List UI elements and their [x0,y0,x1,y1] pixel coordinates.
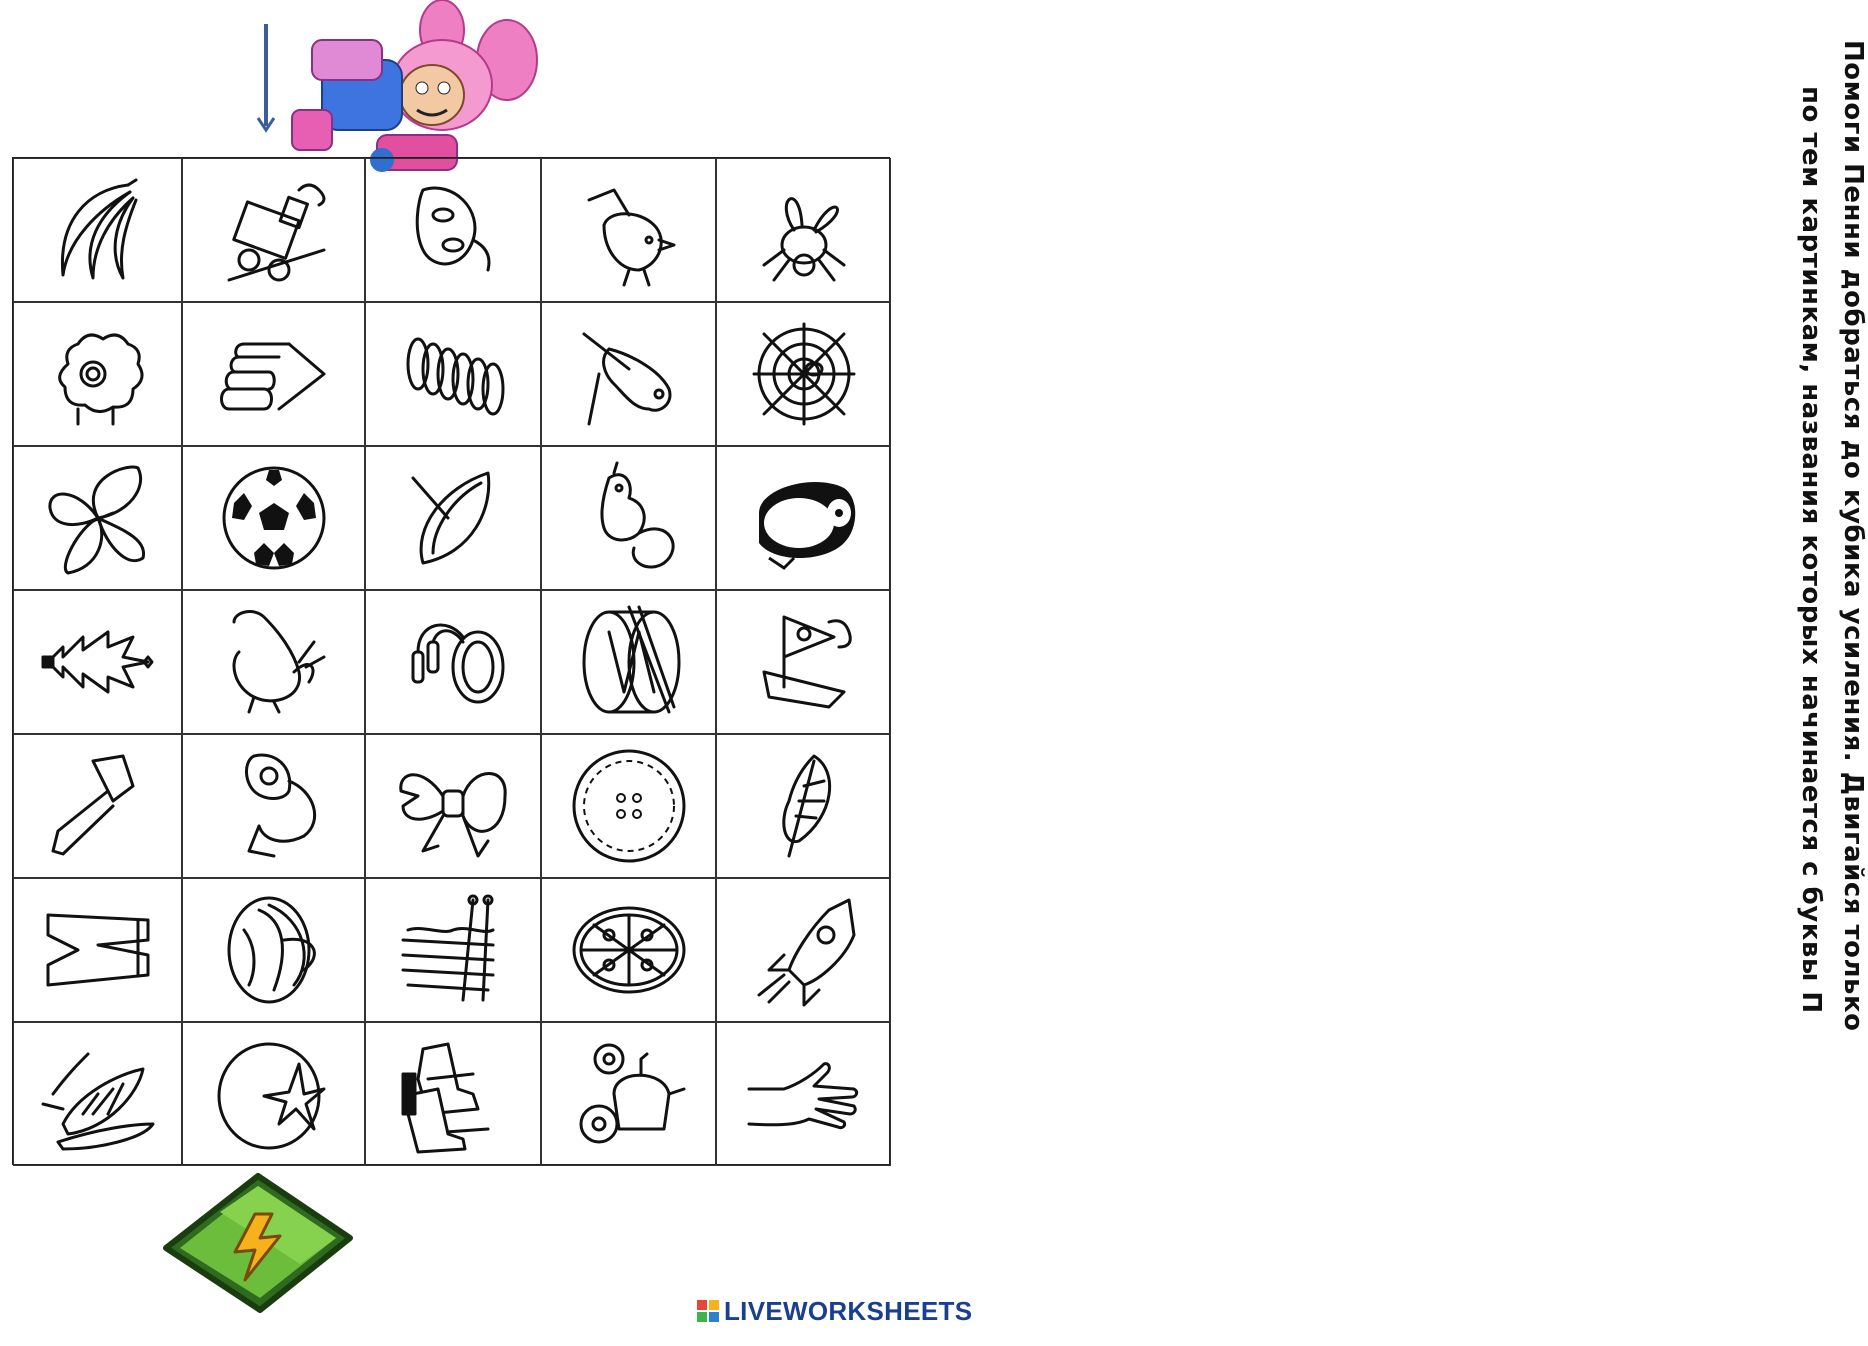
pants-picture[interactable] [13,878,182,1022]
corn-icon [38,1034,158,1154]
squirrel-picture[interactable] [541,446,716,590]
button-picture[interactable] [541,734,716,878]
vacuum-cleaner-icon [214,746,334,866]
pirate-ship-icon [744,602,864,722]
pyramid-toy-icon [214,314,334,434]
brand-text: LIVEWORKSHEETS [724,1295,973,1326]
penguin-icon [744,458,864,578]
instructions [890,0,1868,1290]
jump-rope-icon [393,602,513,722]
skates-icon [393,1034,513,1154]
feather-icon [744,746,864,866]
rabbit-picture[interactable] [182,590,365,734]
tomato-icon [214,1034,334,1154]
picture-grid [12,157,890,1165]
butterfly-icon [38,458,158,578]
rabbit-icon [214,602,334,722]
banana-icon [38,170,158,290]
fly-icon [744,170,864,290]
axe-icon [38,746,158,866]
mask-picture[interactable] [365,158,541,302]
rocket-icon [744,890,864,1010]
pizza-picture[interactable] [541,878,716,1022]
sheep-picture[interactable] [13,302,182,446]
jump-rope-picture[interactable] [365,590,541,734]
butterfly-picture[interactable] [13,446,182,590]
boat-picture[interactable] [365,446,541,590]
train-picture[interactable] [182,158,365,302]
corn-picture[interactable] [13,1022,182,1166]
rocket-picture[interactable] [716,878,891,1022]
bird-picture[interactable] [541,158,716,302]
pants-icon [38,890,158,1010]
parrot-icon [569,314,689,434]
liveworksheets-badge-icon [696,1299,720,1323]
knitting-icon [393,890,513,1010]
power-cube-icon[interactable] [160,1172,356,1314]
carriage-picture[interactable] [541,1022,716,1166]
knitting-picture[interactable] [365,878,541,1022]
carriage-icon [569,1034,689,1154]
bow-picture[interactable] [365,734,541,878]
pizza-icon [569,890,689,1010]
down-arrow-icon [255,22,277,134]
fir-tree-icon [38,602,158,722]
spring-picture[interactable] [365,302,541,446]
palm-picture[interactable] [716,1022,891,1166]
drum-icon [569,602,689,722]
spider-web-icon [744,314,864,434]
squirrel-icon [569,458,689,578]
ball-picture[interactable] [182,446,365,590]
banana-picture[interactable] [13,158,182,302]
skates-picture[interactable] [365,1022,541,1166]
cabbage-picture[interactable] [182,878,365,1022]
soccer-ball-icon [214,458,334,578]
fly-picture[interactable] [716,158,891,302]
palm-icon [744,1034,864,1154]
mask-icon [393,170,513,290]
tomato-picture[interactable] [182,1022,365,1166]
cabbage-icon [214,890,334,1010]
vacuum-cleaner-picture[interactable] [182,734,365,878]
liveworksheets-logo[interactable] [696,1293,972,1329]
spider-web-picture[interactable] [716,302,891,446]
parrot-picture[interactable] [541,302,716,446]
bow-icon [393,746,513,866]
button-icon [569,746,689,866]
bird-icon [569,170,689,290]
axe-picture[interactable] [13,734,182,878]
drum-picture[interactable] [541,590,716,734]
sheep-icon [38,314,158,434]
train-icon [214,170,334,290]
penny-character-icon[interactable] [282,0,544,180]
spring-icon [393,314,513,434]
instruction-line-2: по тем картинкам, названия которых начинается с буквы П [1796,86,1826,1014]
penguin-picture[interactable] [716,446,891,590]
fir-tree-picture[interactable] [13,590,182,734]
pyramid-toy-picture[interactable] [182,302,365,446]
instruction-line-1: Помоги Пенни добраться до кубика усиления. Двигайся только [1838,40,1868,1032]
boat-icon [393,458,513,578]
pirate-ship-picture[interactable] [716,590,891,734]
feather-picture[interactable] [716,734,891,878]
